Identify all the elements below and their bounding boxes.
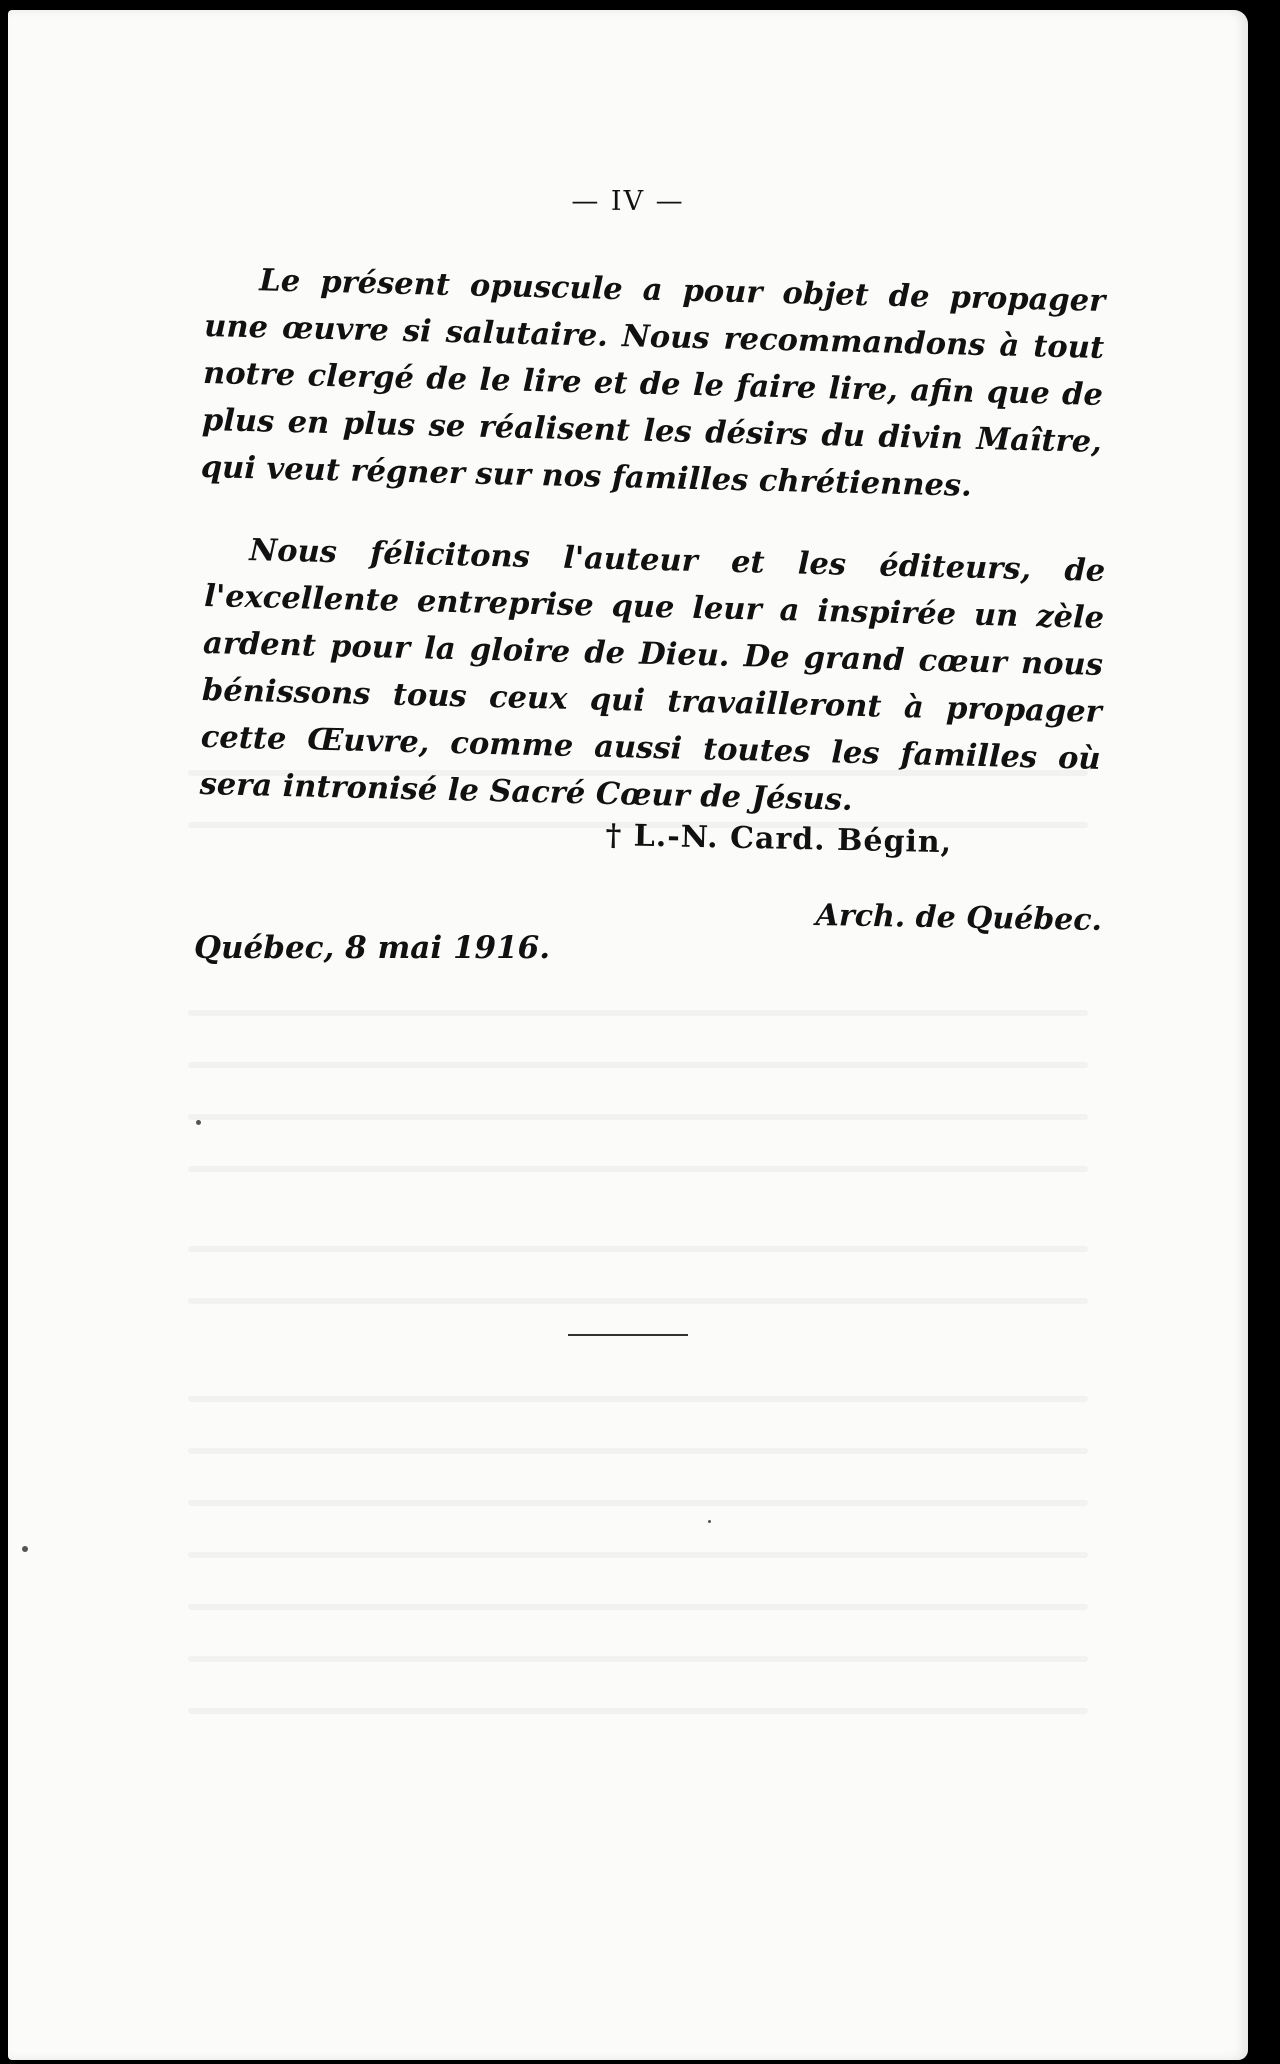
signature-title: Arch. de Québec. bbox=[815, 898, 1103, 938]
bleed-through-line bbox=[188, 1396, 1088, 1402]
place-date: Québec, 8 mai 1916. bbox=[194, 930, 551, 966]
speck bbox=[22, 1546, 28, 1552]
speck bbox=[708, 1520, 711, 1523]
bleed-through-line bbox=[188, 1552, 1088, 1558]
bleed-through-line bbox=[188, 1298, 1088, 1304]
paragraph-1: Le présent opuscule a pour objet de propager une œuvre si salutaire. Nous recommandons à tout notre clergé de le lire et de le faire lire, afin que de plus en plus se réalisent les désirs du divin Maître, qui veut régner sur nos familles chrétiennes. bbox=[200, 262, 1106, 504]
bleed-through-line bbox=[188, 1448, 1088, 1454]
bleed-through-line bbox=[188, 1166, 1088, 1172]
bleed-through-line bbox=[188, 1062, 1088, 1068]
bleed-through-line bbox=[188, 1604, 1088, 1610]
bleed-through-line bbox=[188, 1500, 1088, 1506]
bleed-through-line bbox=[188, 1708, 1088, 1714]
bleed-through-line bbox=[188, 1114, 1088, 1120]
document-page bbox=[8, 10, 1248, 2060]
horizontal-rule bbox=[568, 1334, 688, 1336]
bleed-through-line bbox=[188, 1246, 1088, 1252]
bleed-through-line bbox=[188, 1010, 1088, 1016]
signature: † L.-N. Card. Bégin, bbox=[605, 818, 953, 861]
page-number: — IV — bbox=[571, 186, 685, 217]
speck bbox=[196, 1120, 201, 1125]
bleed-through-line bbox=[188, 1656, 1088, 1662]
paragraph-2: Nous félicitons l'auteur et les éditeurs, de l'excellente entreprise que leur a inspirée un zèle ardent pour la gloire de Dieu. De grand cœur nous bénissons tous ceux qui travailleront à propager cette Œuvre, comme aussi toutes les familles où sera intronisé le Sacré Cœur de Jésus. bbox=[199, 532, 1106, 818]
